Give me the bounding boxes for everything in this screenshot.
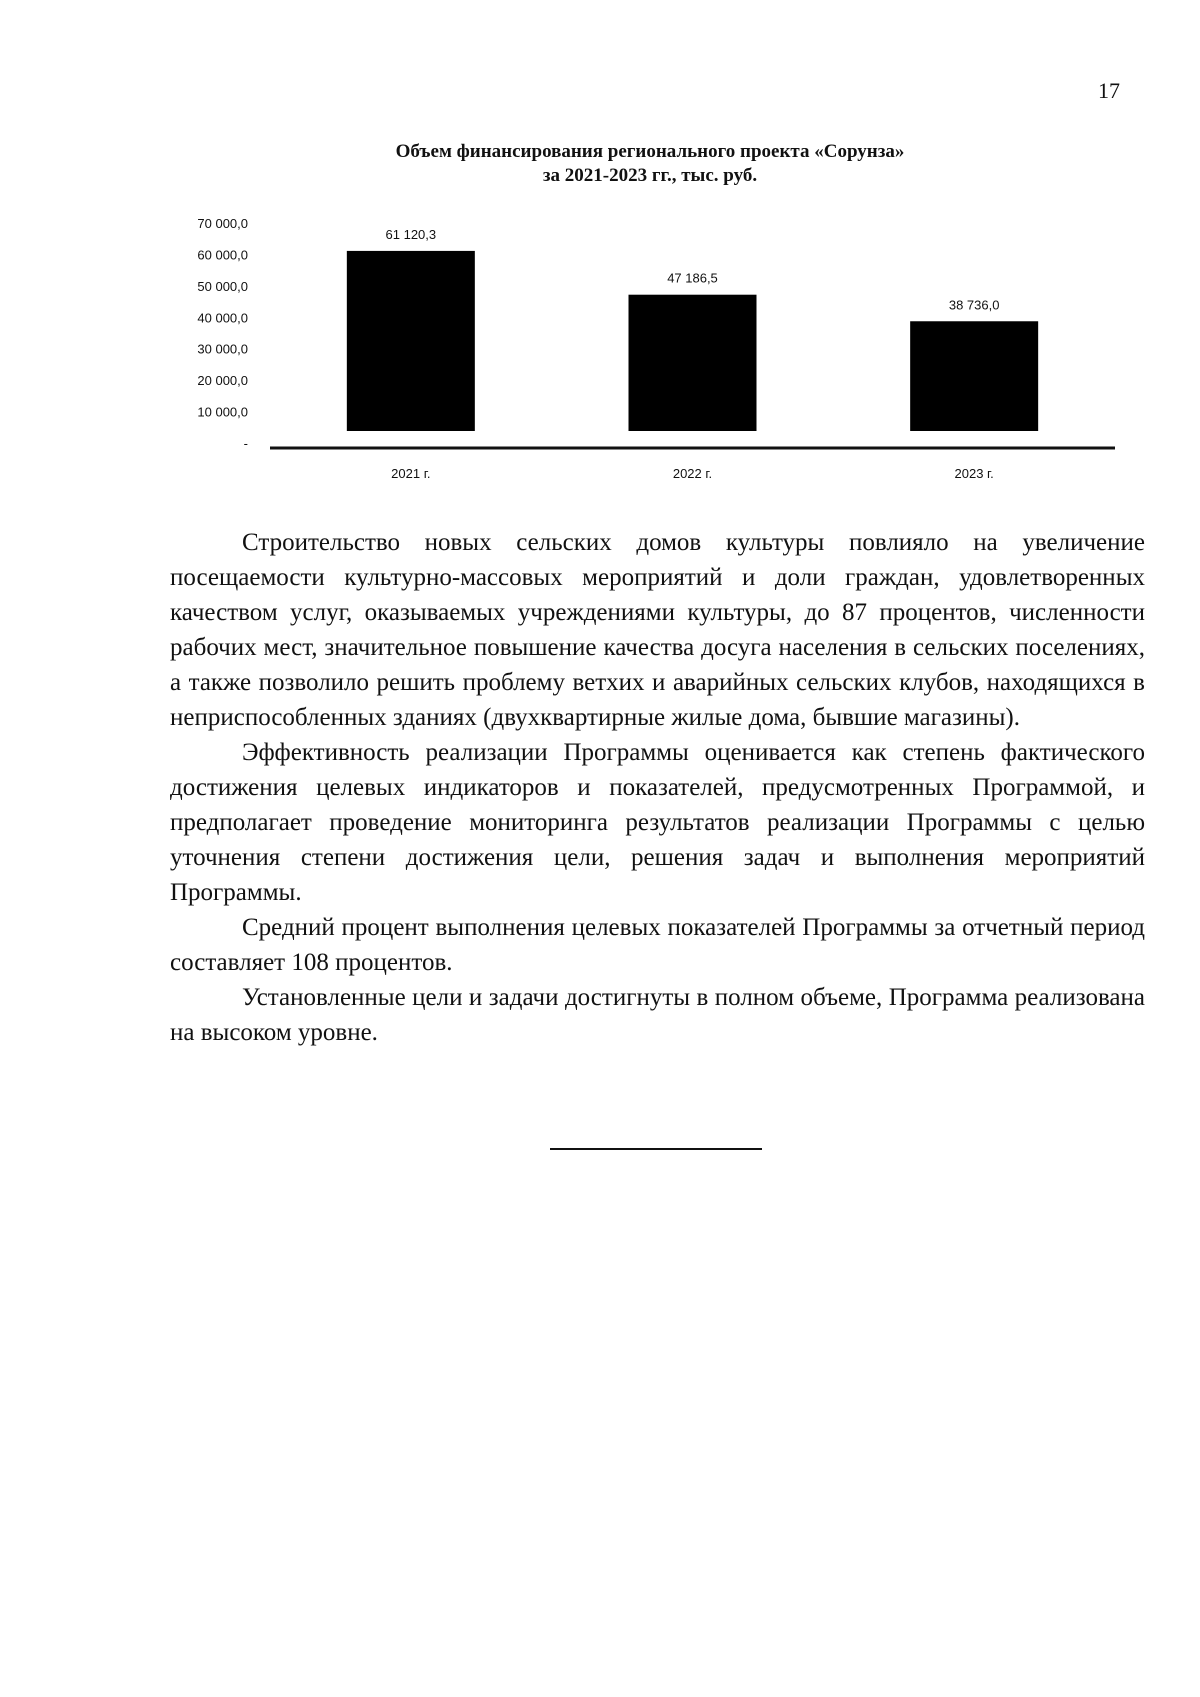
y-tick-label: 20 000,0 xyxy=(197,373,248,389)
bar xyxy=(910,321,1038,431)
chart-title-line1: Объем финансирования регионального проекта «Сорунза» xyxy=(395,141,905,162)
y-tick-label: 40 000,0 xyxy=(197,310,248,326)
paragraph: Установленные цели и задачи достигнуты в полном объеме, Программа реализована на высоком уровне. xyxy=(170,984,1145,1046)
paragraph: Эффективность реализации Программы оценивается как степень фактического достижения целевых индикаторов и показателей, предусмотренных Программой, и предполагает проведение мониторинга результатов реализации Программы с целью уточнения степени достижения цели, решения задач и выполнения мероприятий Программы. xyxy=(170,739,1145,906)
x-category-label: 2021 г. xyxy=(391,466,431,481)
funding-chart xyxy=(170,128,1130,498)
x-category-label: 2022 г. xyxy=(672,466,713,481)
y-tick-label: - xyxy=(243,436,248,451)
end-rule xyxy=(550,1148,762,1150)
y-tick-label: 50 000,0 xyxy=(197,278,248,294)
bar xyxy=(629,295,757,431)
y-tick-label: 70 000,0 xyxy=(197,216,248,231)
page-number: 17 xyxy=(1098,78,1120,103)
chart-title xyxy=(170,140,1130,188)
x-category-label: 2023 г. xyxy=(954,466,994,481)
chart-title-line2: за 2021-2023 гг., тыс. руб. xyxy=(542,165,758,186)
bar xyxy=(347,251,475,431)
paragraph: Средний процент выполнения целевых показателей Программы за отчетный период составляет 108 процентов. xyxy=(170,914,1145,976)
y-tick-label: 60 000,0 xyxy=(197,247,248,263)
y-tick-label: 10 000,0 xyxy=(197,404,248,420)
bar-value-label: 38 736,0 xyxy=(948,297,1000,313)
bar-value-label: 47 186,5 xyxy=(667,270,718,286)
body-text xyxy=(170,525,1145,1050)
y-tick-label: 30 000,0 xyxy=(197,341,248,357)
paragraph: Строительство новых сельских домов культуры повлияло на увеличение посещаемости культурно-массовых мероприятий и доли граждан, удовлетворенных качеством услуг, оказываемых учреждениями культуры, до 87 процентов, численности рабочих мест, значительное повышение качества досуга населения в сельских поселениях, а также позволило решить проблему ветхих и аварийных сельских клубов, находящихся в неприспособленных зданиях (двухквартирные жилые дома, бывшие магазины). xyxy=(170,529,1145,731)
bar-value-label: 61 120,3 xyxy=(385,226,437,242)
